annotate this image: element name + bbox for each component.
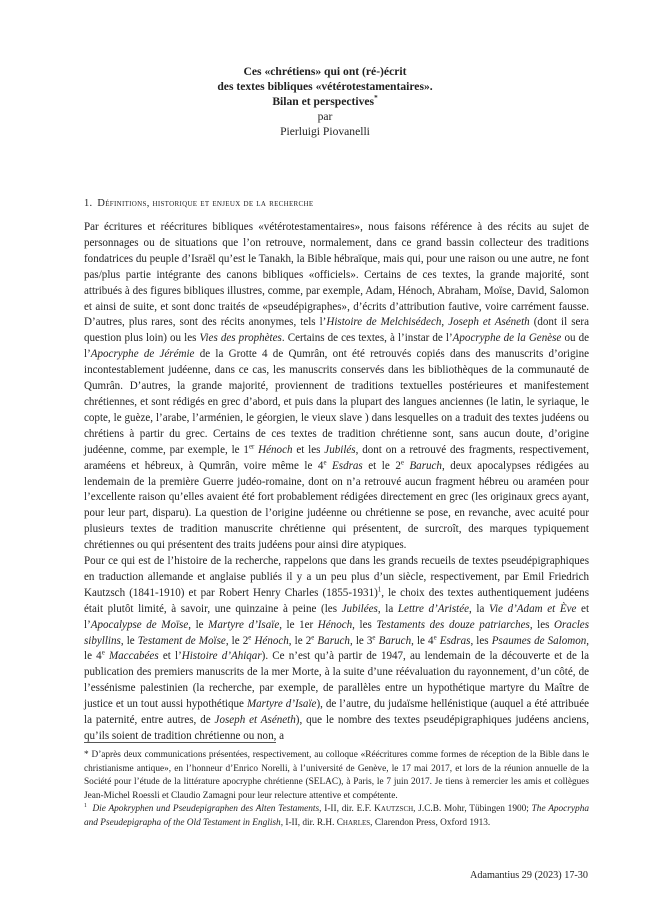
footnote-star: * D’après deux communications présentées, respectivement, au colloque «Réécritures comme formes de réception de la Bible dans le christianisme antique», en l’honneur d’Enrico Norelli, à l’université de Genève, le 17 mai 2017, et lors de la réunion annuelle de la Société pour l’étude de la littérature apocryphe chrétienne (SELAC), à Paris, le 7 juin 2017. Je tiens à remercier les amis et collègues Jean-Michel Roessli et Claudio Zamagni pour leur relecture attentive et compétente. (84, 750, 589, 801)
journal-citation: Adamantius 29 (2023) 17-30 (470, 870, 588, 881)
article-header (0, 64, 650, 139)
section-title: Définitions, historique et enjeux de la recherche (97, 198, 314, 209)
paragraph-2: Pour ce qui est de l’histoire de la recherche, rappelons que dans les grands recueils de textes pseudépigraphiques en traduction allemande et anglaise publiés il y a un peu plus d’un siècle, respectivement, par Emil Friedrich Kautzsch (1841-1910) et par Robert Henry Charles (1855-1931)$^1$, le choix des textes authentiquement judéens était plutôt limité, à savoir, une quinzaine à peine (les Jubilées, la Lettre d’Aristée, la Vie d’Adam et Ève et l’Apocalypse de Moïse, le Martyre d’Isaïe, le 1er Hénoch, les Testaments des douze patriarches, les Oracles sibyllins, le Testament de Moïse, le 2e Hénoch, le 2e Baruch, le 3e Baruch, le 4e Esdras, les Psaumes de Salomon, le 4e Maccabées et l’Histoire d’Ahiqar). Ce n’est qu’à partir de 1947, au lendemain de la découverte et de la publication des premiers manuscrits de la mer Morte, à la suite d’une réévaluation du rayonnement, d’un côté, de l’essénisme palestinien (la recherche, par exemple, de parallèles entre un hypothétique martyre du Maître de justice et un tout aussi hypothétique Martyre d’Isaïe), de l’autre, du judaïsme hellénistique (auquel a été attribuée la paternité, entre autres, de Joseph et Aséneth), que le nombre des textes pseudépigraphiques judéens anciens, qu’ils soient de tradition chrétienne ou non, a (84, 555, 590, 742)
footnote-1: $^1$ Die Apokryphen und Pseudepigraphen des Alten Testaments, I-II, dir. E.F. Kautzsch, J.C.B. Mohr, Tübingen 1900; The Apocrypha and Pseudepigrapha of the Old Testament in English, I-II, dir. R.H. Charles, Clarendon Press, Oxford 1913. (84, 803, 589, 828)
footnote-divider (84, 742, 276, 743)
title-footnote-marker[interactable]: * (374, 94, 378, 103)
title-line-3-text: Bilan et perspectives (272, 95, 375, 108)
section-heading (84, 198, 313, 209)
section-number: 1. (84, 198, 93, 209)
title-line-2: des textes bibliques «vétérotestamentaires». (217, 80, 433, 93)
paragraph-1: Par écritures et réécritures bibliques «vétérotestamentaires», nous faisons référence à des récits au sujet de personnages ou de situations que l’on retrouve, normalement, dans ce grand bassin collecteur des traditions fondatrices du peuple d’Israël qu’est le Tanakh, la Bible hébraïque, mais qui, pour une raison ou une autre, ne font pas/plus partie intégrante des canons bibliques «officiels». Certains de ces textes, la grande majorité, sont attribués à des figures bibliques illustres, comme, par exemple, Adam, Hénoch, Abraham, Moïse, David, Salomon et ainsi de suite, et sont donc traités de «pseudépigraphes», d’écrits d’attribution fautive, voire carrément fausse. D’autres, plus rares, sont des récits anonymes, tels l’Histoire de Melchisédech, Joseph et Aséneth (dont il sera question plus loin) ou les Vies des prophètes. Certains de ces textes, à l’instar de l’Apocryphe de la Genèse ou de l’Apocryphe de Jérémie de la Grotte 4 de Qumrân, ont été retrouvés copiés dans des manuscrits d’origine incontestablement judéenne, dans ce cas, les manuscrits conservés dans les bibliothèques de la communauté de Qumrân. D’autres, la grande majorité, proviennent de traditions textuelles postérieures et manifestement chrétiennes, et sont rédigés en grec d’abord, et puis dans la plupart des langues anciennes (le latin, le syriaque, le copte, le guèze, l’arabe, l’arménien, le géorgien, le vieux slave ) dans lesquelles on a traduit des textes judéens ou chrétiens à partir du grec. Certains de ces textes de tradition chrétienne sont, sans aucun doute, d’origine judéenne, comme, par exemple, le 1er Hénoch et les Jubilés, dont on a retrouvé des fragments, respectivement, araméens et hébreux, à Qumrân, voire même le 4e Esdras et le 2e Baruch, deux apocalypses rédigées au lendemain de la première Guerre judéo-romaine, dont on n’a retrouvé aucun fragment hébreu ou araméen pour l’excellente raison qu’elles avaient été fort probablement rédigées directement en grec (les originaux grecs ayant, pour leur part, disparu). La question de l’origine judéenne ou chrétienne se pose, en revanche, avec acuité pour plusieurs textes de tradition manuscrite chrétienne qui présentent, de surcroît, des marques typiquement chrétiennes ou qui présentent des traits judéens pour ainsi dire atypiques. (84, 221, 590, 552)
footnotes (84, 749, 589, 831)
body-text (84, 220, 589, 745)
byline-par: par (317, 110, 333, 123)
author-name: Pierluigi Piovanelli (280, 125, 370, 138)
title-line-3 (0, 94, 650, 109)
title-line-1: Ces «chrétiens» qui ont (ré-)écrit (243, 65, 407, 78)
